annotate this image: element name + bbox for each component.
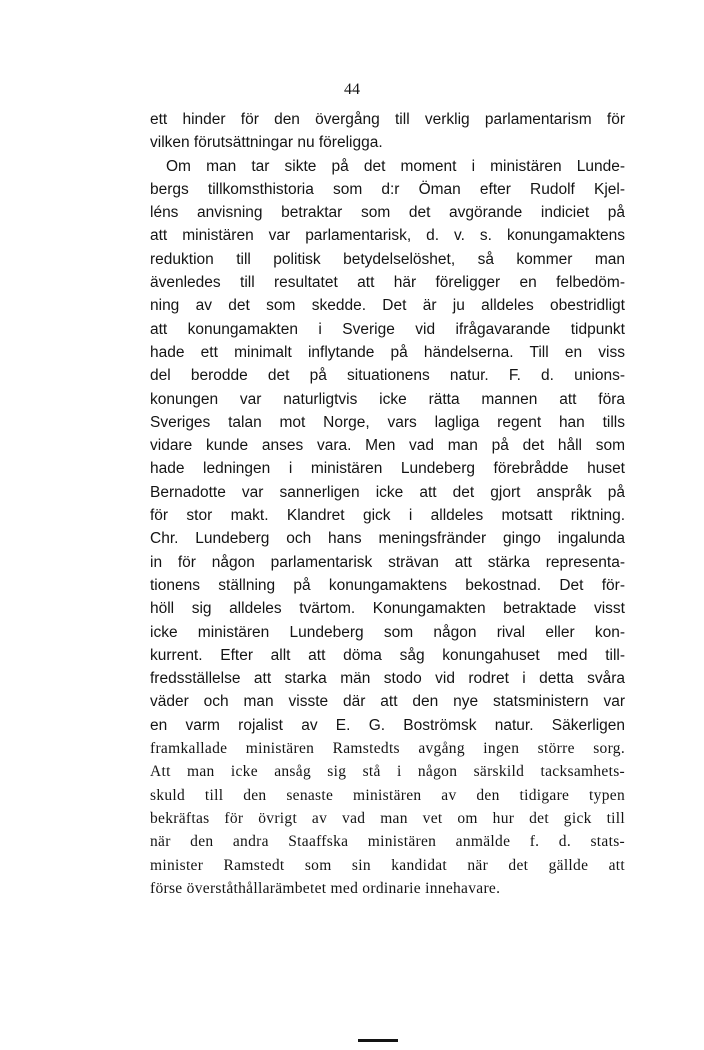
text-line: skuld till den senaste ministären av den tidigare typen [150, 786, 625, 804]
text-line: Sveriges talan mot Norge, vars lagliga regent han tills [150, 413, 625, 431]
text-line: hade ett minimalt inflytande på händelserna. Till en viss [150, 343, 625, 361]
text-line: vidare kunde anses vara. Men vad man på det håll som [150, 437, 625, 455]
text-line: kurrent. Efter allt att döma såg konungahuset med till- [150, 646, 625, 664]
text-line: för stor makt. Klandret gick i alldeles motsatt riktning. [150, 507, 625, 525]
text-line: icke ministären Lundeberg som någon rival eller kon- [150, 623, 625, 641]
text-line: konungen var naturligtvis icke rätta mannen att föra [150, 390, 625, 408]
text-line: ävenledes till resultatet att här föreligger en felbedöm- [150, 274, 625, 292]
text-line: ning av det som skedde. Det är ju alldeles obestridligt [150, 297, 625, 315]
text-line: bekräftas för övrigt av vad man vet om hur det gick till [150, 809, 625, 827]
text-line: Om man tar sikte på det moment i ministären Lunde- [166, 157, 625, 175]
text-line: väder och man visste där att den nye statsministern var [150, 693, 625, 711]
text-line: förse överståthållarämbetet med ordinarie innehavare. [150, 879, 501, 897]
text-line: in för någon parlamentarisk strävan att stärka representa- [150, 553, 625, 571]
text-line: minister Ramstedt som sin kandidat när det gällde att [150, 856, 625, 874]
text-line: att ministären var parlamentarisk, d. v. s. konungamaktens [150, 227, 625, 245]
text-line: vilken förutsättningar nu föreligga. [150, 134, 383, 152]
text-line: hade ledningen i ministären Lundeberg förebrådde huset [150, 460, 625, 478]
text-line: reduktion till politisk betydelselöshet, så kommer man [150, 250, 625, 268]
text-line: tionens ställning på konungamaktens bekostnad. Det för- [150, 576, 625, 594]
footer-rule [358, 1039, 398, 1042]
text-line: Chr. Lundeberg och hans meningsfränder gingo ingalunda [150, 530, 625, 548]
text-line: höll sig alldeles tvärtom. Konungamakten betraktade visst [150, 600, 625, 618]
text-line: framkallade ministären Ramstedts avgång ingen större sorg. [150, 740, 625, 758]
text-line: ett hinder för den övergång till verklig parlamentarism för [150, 111, 625, 128]
text-line: Att man icke ansåg sig stå i någon särskild tacksamhets- [150, 763, 625, 781]
text-line: en varm rojalist av E. G. Boströmsk natur. Säkerligen [150, 716, 625, 734]
text-line: léns anvisning betraktar som det avgörande indiciet på [150, 204, 625, 222]
page-number: 44 [344, 81, 360, 98]
text-line: när den andra Staaffska ministären anmälde f. d. stats- [150, 833, 625, 851]
body-text [150, 108, 625, 900]
text-line: bergs tillkomsthistoria som d:r Öman efter Rudolf Kjel- [150, 180, 625, 198]
text-line: Bernadotte var sannerligen icke att det gjort anspråk på [150, 483, 625, 501]
text-line: att konungamakten i Sverige vid ifrågavarande tidpunkt [150, 320, 625, 338]
text-line: del berodde det på situationens natur. F. d. unions- [150, 367, 625, 385]
text-line: fredsställelse att starka män stodo vid rodret i detta svåra [150, 670, 625, 688]
